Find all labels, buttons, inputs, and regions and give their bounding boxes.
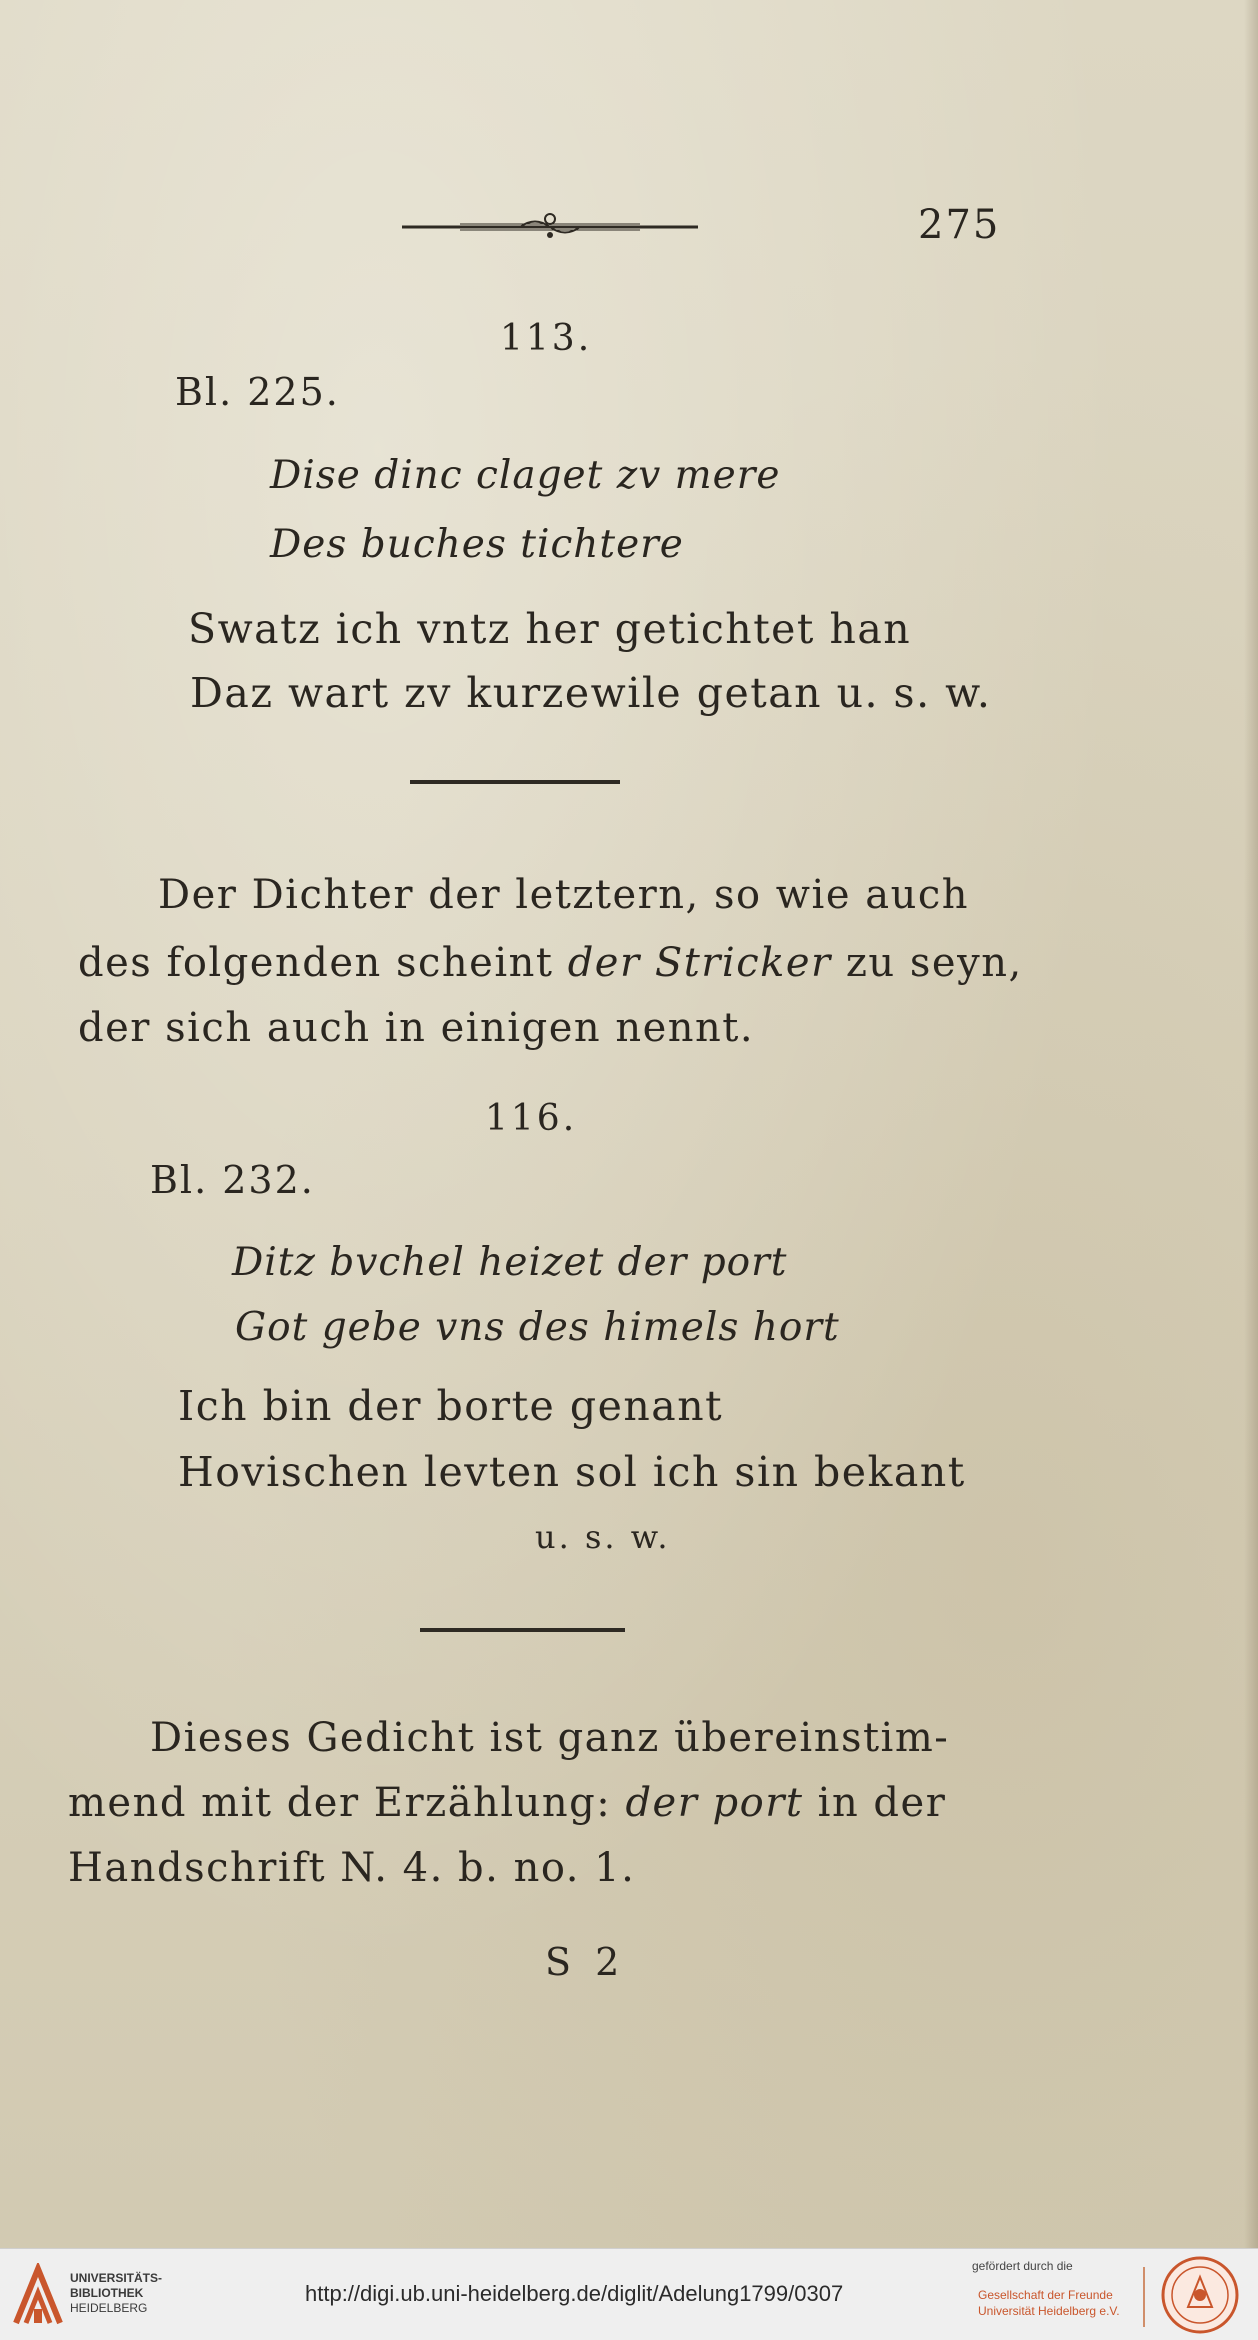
signature-mark: S 2 <box>545 1940 626 1984</box>
digitization-footer <box>0 2248 1258 2340</box>
entry-number: 116. <box>485 1098 578 1139</box>
page-number: 275 <box>918 202 1001 248</box>
library-logo-icon <box>12 2263 64 2327</box>
author-name: der Stricker <box>567 940 832 986</box>
section-rule <box>410 780 620 784</box>
usw-abbreviation: u. s. w. <box>535 1518 671 1556</box>
verse-line: Ich bin der borte genant <box>178 1382 724 1430</box>
prose-line: Der Dichter der letztern, so wie auch <box>158 872 969 918</box>
folio-reference: Bl. 232. <box>150 1158 315 1202</box>
university-seal-icon <box>1160 2255 1240 2335</box>
prose-line: mend mit der Erzählung: der port in der <box>68 1780 947 1826</box>
verse-line: Ditz bvchel heizet der port <box>232 1240 788 1285</box>
folio-reference: Bl. 225. <box>175 370 340 414</box>
header-ornament-icon <box>400 212 700 242</box>
verse-line: Hovischen levten sol ich sin bekant <box>178 1448 966 1496</box>
work-title: der port <box>625 1780 804 1826</box>
verse-line: Dise dinc claget zv mere <box>270 453 781 498</box>
verse-line: Got gebe vns des himels hort <box>235 1305 840 1350</box>
verse-line: Swatz ich vntz her getichtet han <box>188 605 912 653</box>
entry-number: 113. <box>500 318 593 359</box>
verse-line: Daz wart zv kurzewile getan u. s. w. <box>190 669 992 717</box>
sponsor-divider <box>1143 2267 1145 2327</box>
prose-line: Handschrift N. 4. b. no. 1. <box>68 1845 636 1891</box>
prose-line: des folgenden scheint der Stricker zu seyn, <box>78 940 1023 986</box>
page-edge-shadow <box>1244 0 1258 2248</box>
prose-line: Dieses Gedicht ist ganz übereinstim- <box>150 1715 950 1761</box>
verse-line: Des buches tichtere <box>270 522 684 567</box>
section-rule <box>420 1628 625 1632</box>
prose-line: der sich auch in einigen nennt. <box>78 1005 755 1051</box>
library-name: UNIVERSITÄTS- BIBLIOTHEK HEIDELBERG <box>70 2271 163 2315</box>
sponsor-name[interactable]: Gesellschaft der Freunde Universität Heidelberg e.V. <box>978 2288 1120 2318</box>
permalink-url[interactable]: http://digi.ub.uni-heidelberg.de/diglit/Adelung1799/0307 <box>305 2281 844 2306</box>
sponsor-label: gefördert durch die <box>972 2259 1073 2273</box>
